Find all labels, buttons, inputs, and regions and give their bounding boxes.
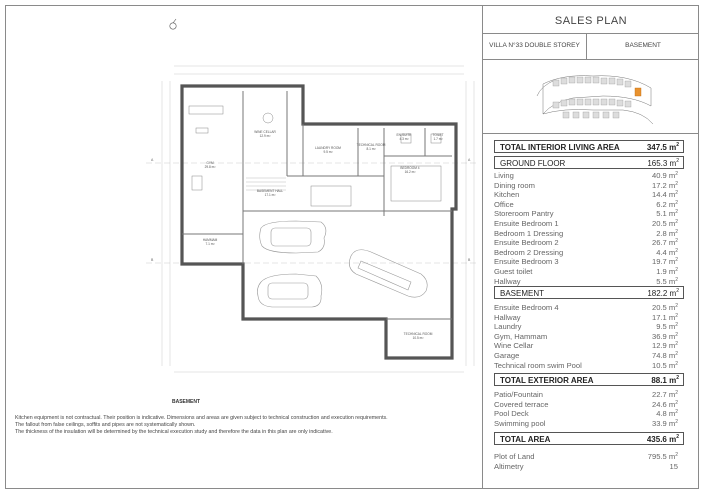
list-item: Patio/Fountain 22.7 $m^2$ xyxy=(494,390,678,399)
exterior-header: TOTAL EXTERIOR AREA 88.1 $m^2$ xyxy=(494,373,684,386)
room-laundry-name: LAUNDRY ROOM xyxy=(315,146,341,150)
room-gym-name: GYM xyxy=(206,161,214,165)
basement-header: BASEMENT 182.2 $m^2$ xyxy=(494,286,684,299)
room-techpool-area: 10.5 m² xyxy=(412,336,424,340)
list-item: Guest toilet 1.9 $m^2$ xyxy=(494,266,678,276)
room-tech-area: 8.1 m² xyxy=(366,147,376,151)
floor-name: BASEMENT xyxy=(625,42,661,49)
room-hammam-name: HAMMAM xyxy=(202,238,218,242)
room-wine-name: WINE CELLAR xyxy=(254,130,276,134)
list-item: Ensuite Bedroom 1 20.5 $m^2$ xyxy=(494,218,678,228)
note-line: The thickness of the insulation will be determined by the technical execution study and therefore the data in this plan are only indicative. xyxy=(15,429,333,436)
ground-floor-value: 165.3 m xyxy=(647,159,677,168)
list-item: Office 6.2 $m^2$ xyxy=(494,199,678,209)
note-line: Kitchen equipment is not contractual. Their position is indicative. Dimensions and areas are given subject to technical construction and execution requirements. xyxy=(15,415,388,421)
disclaimer-notes xyxy=(15,415,465,437)
basement-label: BASEMENT xyxy=(500,289,545,298)
list-item: Plot of Land 795.5 $m^2$ xyxy=(494,452,678,461)
list-item: Hallway 17.1 $m^2$ xyxy=(494,312,678,322)
list-item: Swimming pool 33.9 $m^2$ xyxy=(494,418,678,428)
room-bedroom4-area: 16.2 m² xyxy=(404,170,416,174)
room-wine-area: 12.9 m² xyxy=(259,134,271,138)
list-item: Ensuite Bedroom 2 26.7 $m^2$ xyxy=(494,238,678,248)
basement-rows xyxy=(494,303,684,370)
room-ensuite-area: 4.3 m² xyxy=(399,137,409,141)
svg-text:A: A xyxy=(468,158,471,162)
villa-highlight-marker xyxy=(635,88,641,96)
svg-text:B: B xyxy=(151,258,154,262)
basement-value: 182.2 m xyxy=(647,289,677,298)
room-hall-area: 17.1 m² xyxy=(264,193,276,197)
list-item: Bedroom 1 Dressing 2.8 $m^2$ xyxy=(494,228,678,238)
sales-panel xyxy=(482,6,699,488)
list-item: Storeroom Pantry 5.1 $m^2$ xyxy=(494,209,678,219)
ground-floor-label: GROUND FLOOR xyxy=(500,159,566,168)
total-rows xyxy=(494,452,684,471)
panel-title: SALES PLAN xyxy=(483,6,699,34)
room-laundry-area: 9.5 m² xyxy=(323,150,333,154)
room-hammam-area: 7.1 m² xyxy=(205,242,215,246)
room-gym-area: 29.8 m² xyxy=(204,165,216,169)
list-item: Gym, Hammam 36.9 $m^2$ xyxy=(494,331,678,341)
note-line: The fallout from false ceilings, soffits and pipes are not systematically shown. xyxy=(15,422,196,429)
list-item: Ensuite Bedroom 4 20.5 $m^2$ xyxy=(494,303,678,312)
north-arrow-icon xyxy=(170,19,176,29)
svg-text:A: A xyxy=(151,158,154,162)
villa-name: VILLA N°33 DOUBLE STOREY xyxy=(483,33,587,59)
list-item: Laundry 9.5 $m^2$ xyxy=(494,322,678,332)
list-item: Altimetry 15 xyxy=(494,461,678,471)
total-interior-label: TOTAL INTERIOR LIVING AREA xyxy=(500,143,620,152)
total-area-header: TOTAL AREA 435.6 $m^2$ xyxy=(494,432,684,445)
ground-floor-header: GROUND FLOOR 165.3 $m^2$ xyxy=(494,156,684,169)
list-item: Covered terrace 24.6 $m^2$ xyxy=(494,399,678,409)
list-item: Living 40.9 $m^2$ xyxy=(494,171,678,180)
site-minimap xyxy=(533,66,657,130)
exterior-value: 88.1 m xyxy=(651,376,677,385)
plan-title: BASEMENT xyxy=(172,399,201,405)
list-item: Garage 74.8 $m^2$ xyxy=(494,350,678,360)
room-toilet-name: TOILET xyxy=(432,133,444,137)
list-item: Pool Deck 4.8 $m^2$ xyxy=(494,409,678,419)
list-item: Technical room swim Pool 10.5 $m^2$ xyxy=(494,360,678,370)
room-techpool-name: TECHNICAL ROOM xyxy=(403,332,433,336)
exterior-rows xyxy=(494,390,684,428)
list-item: Dining room 17.2 $m^2$ xyxy=(494,180,678,190)
list-item: Bedroom 2 Dressing 4.4 $m^2$ xyxy=(494,247,678,257)
room-bedroom4-name: BEDROOM 4 xyxy=(400,166,420,170)
garage-cars xyxy=(257,221,427,307)
total-area-label: TOTAL AREA xyxy=(500,435,551,444)
room-ensuite-name: EN-SUITE xyxy=(396,133,412,137)
total-interior-header: TOTAL INTERIOR LIVING AREA 347.5 $m^2$ xyxy=(494,140,684,153)
total-interior-value: 347.5 m xyxy=(646,143,677,152)
exterior-label: TOTAL EXTERIOR AREA xyxy=(500,376,594,385)
room-hall-name: BASEMENT HALL xyxy=(256,189,284,193)
svg-text:B: B xyxy=(468,258,471,262)
villa-info-row xyxy=(483,33,699,60)
list-item: Kitchen 14.4 $m^2$ xyxy=(494,190,678,200)
list-item: Ensuite Bedroom 3 19.7 $m^2$ xyxy=(494,257,678,267)
list-item: Hallway 5.5 $m^2$ xyxy=(494,276,678,286)
ground-floor-rows xyxy=(494,171,684,286)
list-item: Wine Cellar 12.9 $m^2$ xyxy=(494,341,678,351)
total-area-value: 435.6 m xyxy=(646,435,677,444)
room-tech-name: TECHNICAL ROOM xyxy=(356,143,386,147)
room-toilet-area: 1.7 m² xyxy=(433,137,443,141)
